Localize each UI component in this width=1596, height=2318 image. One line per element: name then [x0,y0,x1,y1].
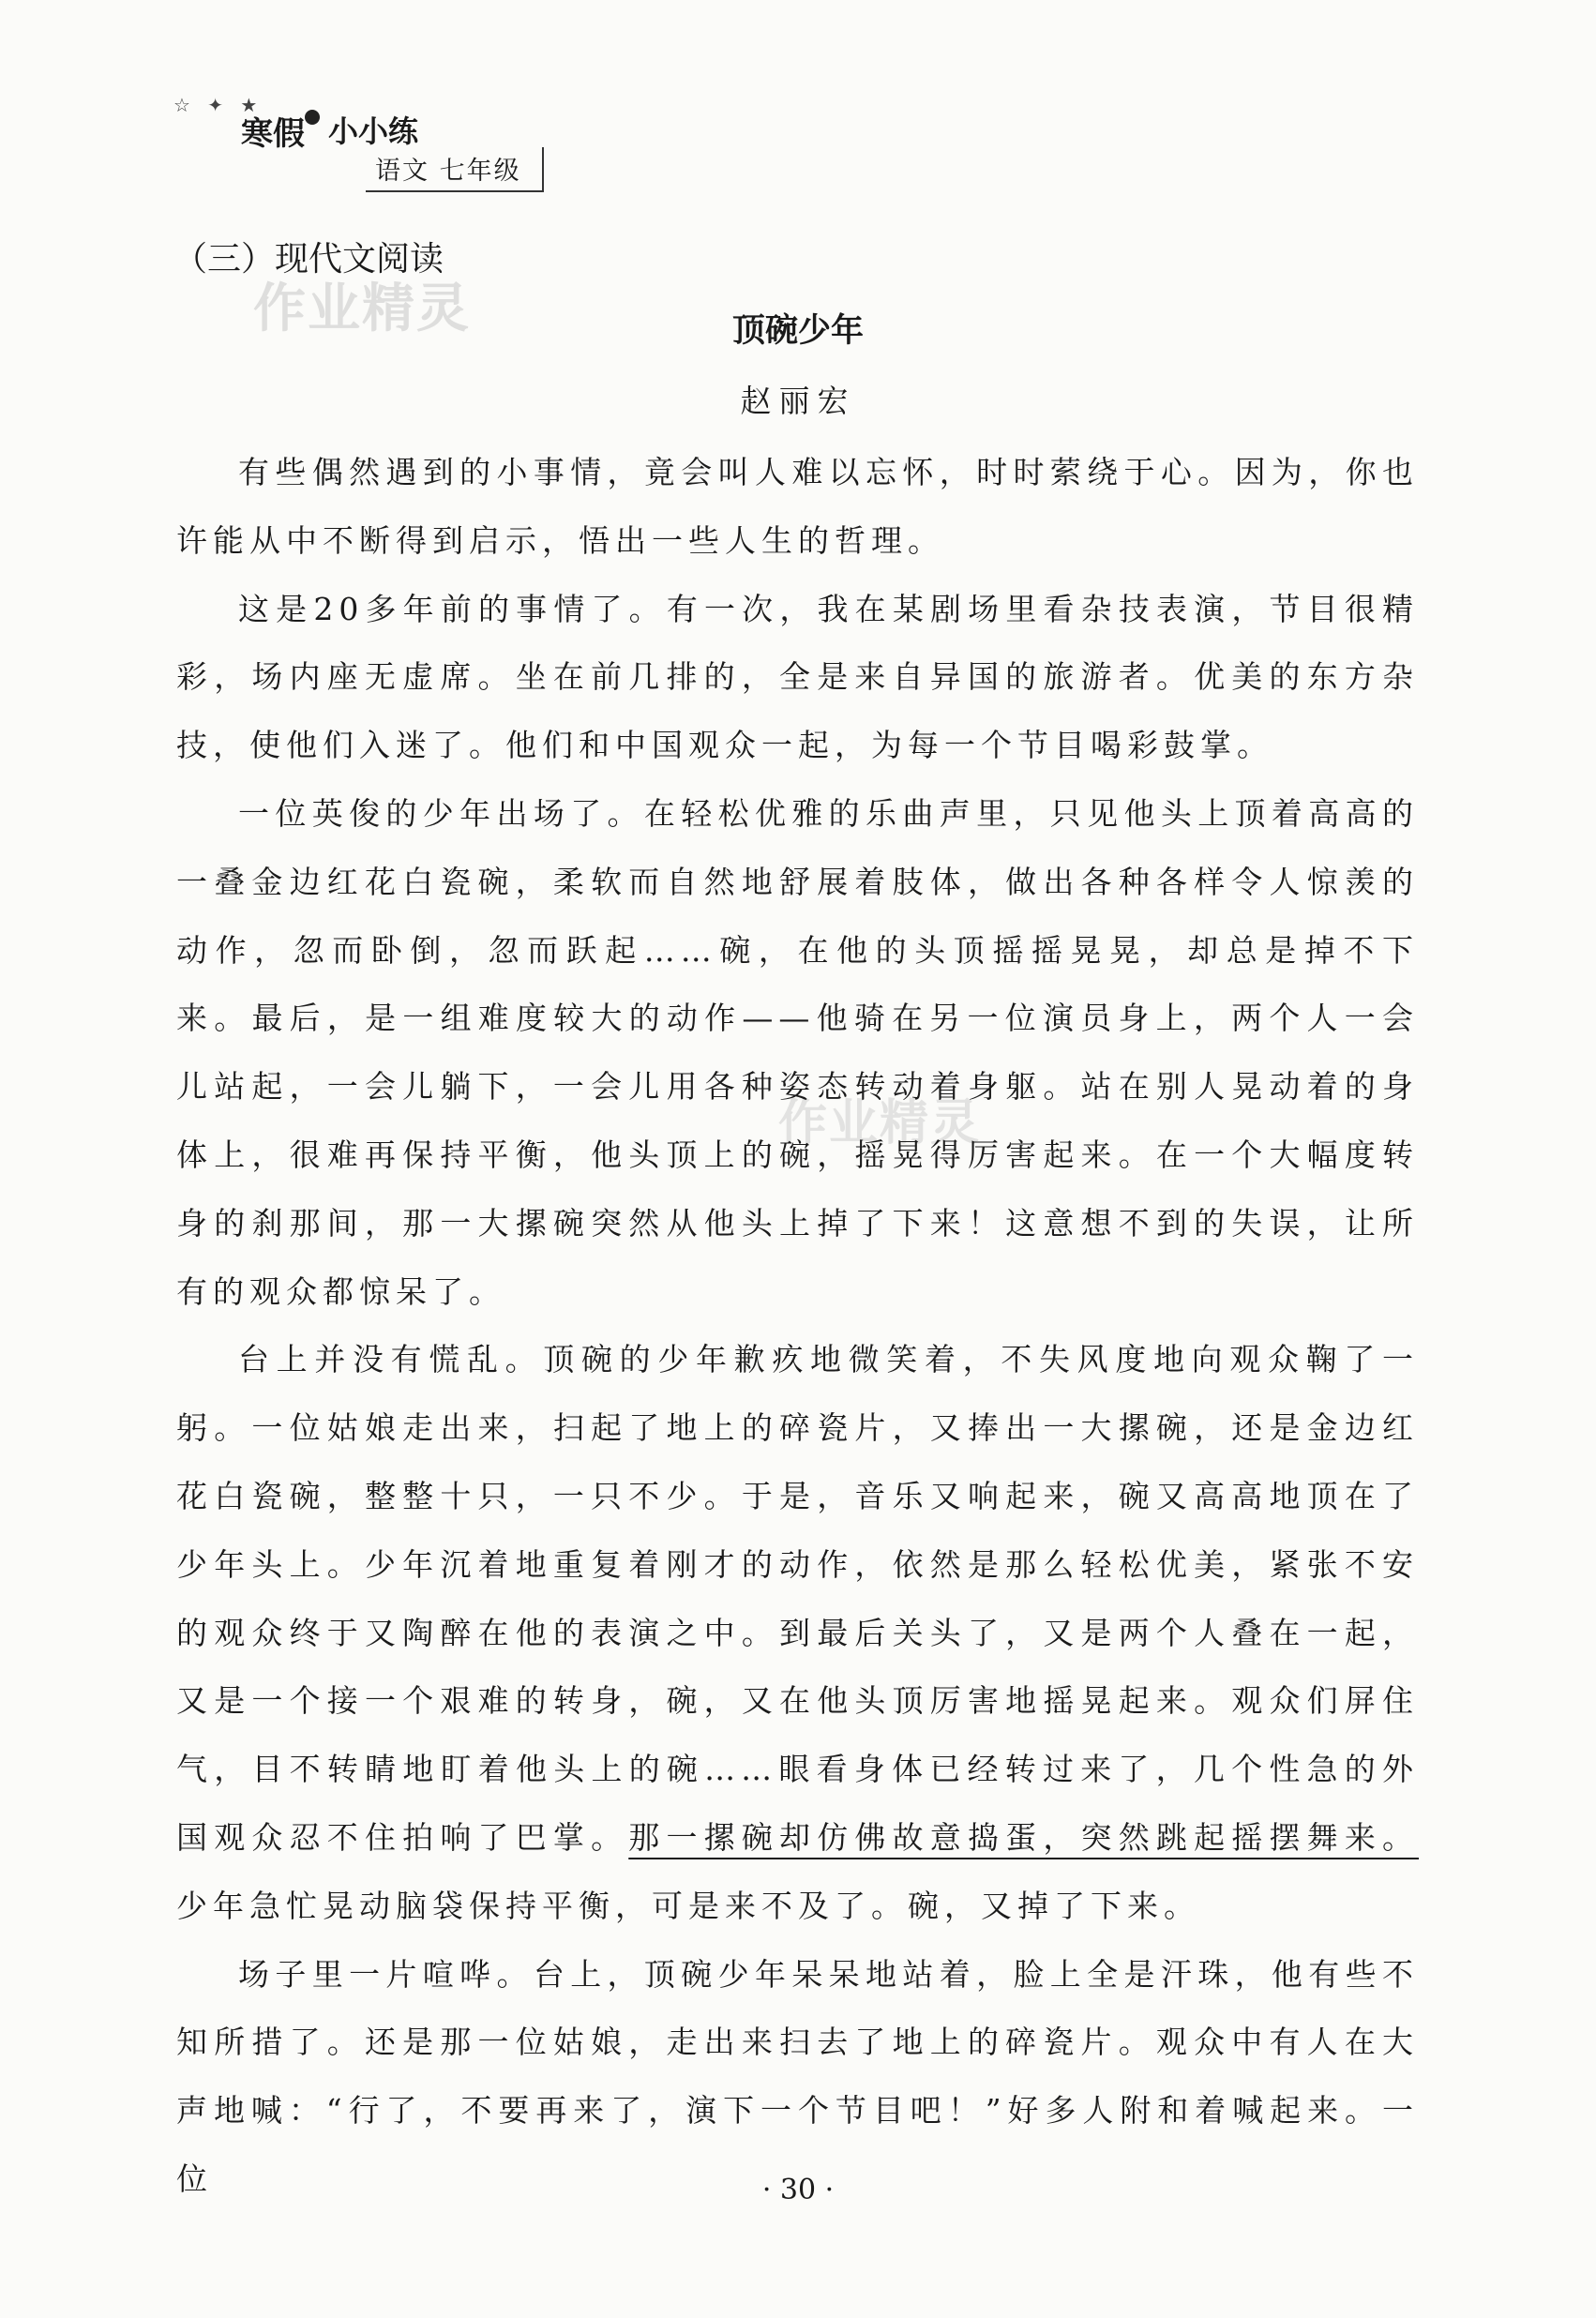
paragraph-text: 少年急忙晃动脑袋保持平衡，可是来不及了。碗，又掉了下来。 [176,1887,1200,1924]
paragraph-text: 台上并没有慌乱。顶碗的少年歉疚地微笑着，不失风度地向观众鞠了一躬。一位姑娘走出来，扫起了地上的碎瓷片，又捧出一大摞碗，还是金边红花白瓷碗，整整十只，一只不少。于是，音乐又响起来，碗又高高地顶在了少年头上。少年沉着地重复着刚才的动作，依然是那么轻松优美，紧张不安的观众终于又陶醉在他的表演之中。到最后关头了，又是两个人叠在一起，又是一个接一个艰难的转身，碗，又在他头顶厉害地摇晃起来。观众们屏住气，目不转睛地盯着他头上的碗……眼看身体已经转过来了，几个性急的外国观众忍不住拍响了巴掌。 [176,1341,1419,1856]
paragraph [176,1326,1419,1940]
subject-grade: 语文 七年级 [375,157,521,186]
underlined-sentence: 那一摞碗却仿佛故意捣蛋，突然跳起摇摆舞来。 [628,1818,1419,1856]
paragraph: 场子里一片喧哗。台上，顶碗少年呆呆地站着，脸上全是汗珠，他有些不知所措了。还是那一位姑娘，走出来扫去了地上的碎瓷片。观众中有人在大声地喊：“行了，不要再来了，演下一个节目吧！”好多人附和着喊起来。一位 [176,1955,1419,2197]
moon-icon [305,110,320,125]
series-brand: 寒假 [241,115,305,153]
book-header [173,89,549,186]
series-brand-suffix: 小小练 [328,113,419,149]
article-title: 顶碗少年 [731,312,864,350]
section-title: （三）现代文阅读 [173,240,444,278]
page-number: · 30 · [761,2174,835,2206]
stars-decoration-icon: ☆ ✦ ★ [173,94,263,116]
watermark: 作业精灵 [253,278,471,339]
paragraph: 一位英俊的少年出场了。在轻松优雅的乐曲声里，只见他头上顶着高高的一叠金边红花白瓷碗，柔软而自然地舒展着肢体，做出各种各样令人惊羡的动作，忽而卧倒，忽而跃起……碗，在他的头顶摇摇晃晃，却总是掉不下来。最后，是一组难度较大的动作——他骑在另一位演员身上，两个人一会儿站起，一会儿躺下，一会儿用各种姿态转动着身躯。站在别人晃动着的身体上，很难再保持平衡，他头顶上的碗，摇晃得厉害起来。在一个大幅度转身的刹那间，那一大摞碗突然从他头上掉了下来！这意想不到的失误，让所有的观众都惊呆了。 [176,794,1419,1310]
header-vertical-rule [542,147,544,190]
article-body [176,439,1419,2214]
header-rule [366,190,544,192]
watermark: 作业精灵 [778,1095,982,1151]
article-author: 赵丽宏 [740,383,856,419]
paragraph: 有些偶然遇到的小事情，竟会叫人难以忘怀，时时萦绕于心。因为，你也许能从中不断得到启示，悟出一些人生的哲理。 [176,454,1419,559]
paragraph: 这是20多年前的事情了。有一次，我在某剧场里看杂技表演，节目很精彩，场内座无虚席。坐在前几排的，全是来自异国的旅游者。优美的东方杂技，使他们入迷了。他们和中国观众一起，为每一个节目喝彩鼓掌。 [176,590,1419,764]
